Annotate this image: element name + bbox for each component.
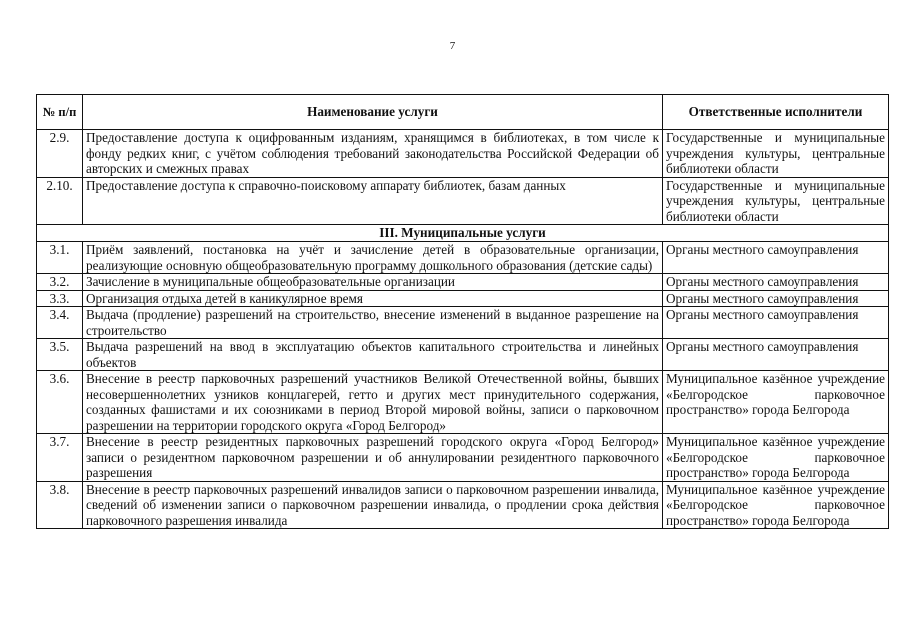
row-num: 3.6. <box>37 371 83 434</box>
row-responsible: Органы местного самоуправления <box>663 290 889 307</box>
table-row <box>37 290 889 307</box>
header-responsible: Ответственные исполнители <box>663 95 889 130</box>
row-num: 3.5. <box>37 339 83 371</box>
table-row <box>37 371 889 434</box>
table-header-row <box>37 95 889 130</box>
row-service: Зачисление в муниципальные общеобразовательные организации <box>83 274 663 291</box>
row-service: Предоставление доступа к справочно-поисковому аппарату библиотек, базам данных <box>83 177 663 225</box>
row-num: 3.2. <box>37 274 83 291</box>
row-responsible: Органы местного самоуправления <box>663 274 889 291</box>
section-row <box>37 225 889 242</box>
row-num: 3.4. <box>37 307 83 339</box>
row-num: 3.8. <box>37 481 83 529</box>
row-responsible: Государственные и муниципальные учреждения культуры, центральные библиотеки области <box>663 130 889 178</box>
row-service: Внесение в реестр парковочных разрешений участников Великой Отечественной войны, бывших несовершеннолетних узников концлагерей, гетто и других мест принудительного содержания, созданных фашистами и их союзниками в период Второй мировой войны, записи о парковочном разрешении на территории городского округа «Город Белгород» <box>83 371 663 434</box>
table-row <box>37 339 889 371</box>
row-service: Приём заявлений, постановка на учёт и зачисление детей в образовательные организации, реализующие основную общеобразовательную программу дошкольного образования (детские сады) <box>83 242 663 274</box>
row-responsible: Государственные и муниципальные учреждения культуры, центральные библиотеки области <box>663 177 889 225</box>
row-service: Выдача (продление) разрешений на строительство, внесение изменений в выданное разрешение на строительство <box>83 307 663 339</box>
row-responsible: Муниципальное казённое учреждение «Белгородское парковочное пространство» города Белгорода <box>663 481 889 529</box>
table-row <box>37 242 889 274</box>
table-row <box>37 130 889 178</box>
table-row <box>37 434 889 482</box>
row-responsible: Муниципальное казённое учреждение «Белгородское парковочное пространство» города Белгорода <box>663 371 889 434</box>
table-row <box>37 481 889 529</box>
row-responsible: Органы местного самоуправления <box>663 307 889 339</box>
page-number: 7 <box>449 40 456 52</box>
header-num: № п/п <box>37 95 83 130</box>
services-table <box>36 94 889 529</box>
row-service: Внесение в реестр резидентных парковочных разрешений городского округа «Город Белгород» записи о резидентном парковочном разрешении и об аннулировании резидентного парковочного разрешения <box>83 434 663 482</box>
section-title: III. Муниципальные услуги <box>37 225 889 242</box>
row-responsible: Органы местного самоуправления <box>663 339 889 371</box>
row-num: 3.3. <box>37 290 83 307</box>
row-responsible: Муниципальное казённое учреждение «Белгородское парковочное пространство» города Белгорода <box>663 434 889 482</box>
row-num: 3.7. <box>37 434 83 482</box>
row-service: Выдача разрешений на ввод в эксплуатацию объектов капитального строительства и линейных объектов <box>83 339 663 371</box>
row-service: Организация отдыха детей в каникулярное время <box>83 290 663 307</box>
row-responsible: Органы местного самоуправления <box>663 242 889 274</box>
row-num: 2.10. <box>37 177 83 225</box>
table-row <box>37 177 889 225</box>
table-row <box>37 307 889 339</box>
row-service: Предоставление доступа к оцифрованным изданиям, хранящимся в библиотеках, в том числе к фонду редких книг, с учётом соблюдения требований законодательства Российской Федерации об авторских и смежных правах <box>83 130 663 178</box>
row-num: 2.9. <box>37 130 83 178</box>
row-num: 3.1. <box>37 242 83 274</box>
table-row <box>37 274 889 291</box>
row-service: Внесение в реестр парковочных разрешений инвалидов записи о парковочном разрешении инвалида, сведений об изменении записи о парковочном разрешении инвалида, о продлении срока действия парковочного разрешения инвалида <box>83 481 663 529</box>
header-service: Наименование услуги <box>83 95 663 130</box>
